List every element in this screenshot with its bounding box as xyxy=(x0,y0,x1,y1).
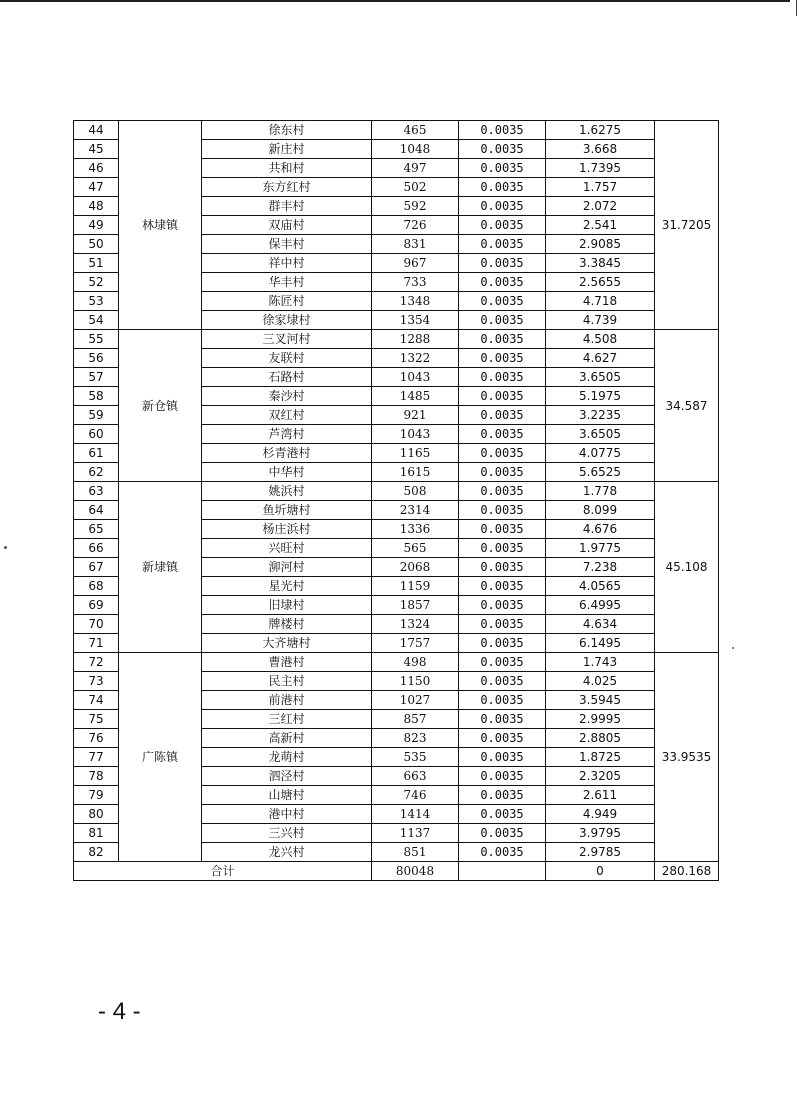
rate: 0.0035 xyxy=(459,121,546,140)
row-number: 68 xyxy=(74,577,119,596)
village-allocation-table xyxy=(73,120,719,881)
amount: 4.676 xyxy=(546,520,655,539)
amount: 5.1975 xyxy=(546,387,655,406)
rate: 0.0035 xyxy=(459,330,546,349)
amount: 2.9995 xyxy=(546,710,655,729)
row-number: 59 xyxy=(74,406,119,425)
village-name: 高新村 xyxy=(202,729,372,748)
rate: 0.0035 xyxy=(459,634,546,653)
village-name: 星光村 xyxy=(202,577,372,596)
rate: 0.0035 xyxy=(459,425,546,444)
population: 1336 xyxy=(372,520,459,539)
row-number: 58 xyxy=(74,387,119,406)
population: 1324 xyxy=(372,615,459,634)
row-number: 81 xyxy=(74,824,119,843)
population: 1027 xyxy=(372,691,459,710)
village-name: 三红村 xyxy=(202,710,372,729)
row-number: 46 xyxy=(74,159,119,178)
population: 857 xyxy=(372,710,459,729)
village-name: 港中村 xyxy=(202,805,372,824)
population: 1048 xyxy=(372,140,459,159)
amount: 1.9775 xyxy=(546,539,655,558)
amount: 4.634 xyxy=(546,615,655,634)
village-name: 群丰村 xyxy=(202,197,372,216)
population: 502 xyxy=(372,178,459,197)
table-row xyxy=(74,482,719,501)
grand-total: 280.168 xyxy=(655,862,719,881)
population: 1485 xyxy=(372,387,459,406)
population: 726 xyxy=(372,216,459,235)
village-name: 友联村 xyxy=(202,349,372,368)
village-name: 徐家埭村 xyxy=(202,311,372,330)
population: 1150 xyxy=(372,672,459,691)
population: 565 xyxy=(372,539,459,558)
total-rate-empty xyxy=(459,862,546,881)
amount: 3.2235 xyxy=(546,406,655,425)
village-name: 新庄村 xyxy=(202,140,372,159)
amount: 2.9085 xyxy=(546,235,655,254)
row-number: 48 xyxy=(74,197,119,216)
population: 831 xyxy=(372,235,459,254)
village-name: 双红村 xyxy=(202,406,372,425)
amount: 4.949 xyxy=(546,805,655,824)
town-name: 广陈镇 xyxy=(119,653,202,862)
amount: 1.8725 xyxy=(546,748,655,767)
rate: 0.0035 xyxy=(459,710,546,729)
row-number: 47 xyxy=(74,178,119,197)
scan-speck xyxy=(4,546,7,549)
village-name: 陈匠村 xyxy=(202,292,372,311)
amount: 4.0565 xyxy=(546,577,655,596)
row-number: 45 xyxy=(74,140,119,159)
population: 1137 xyxy=(372,824,459,843)
village-name: 中华村 xyxy=(202,463,372,482)
row-number: 72 xyxy=(74,653,119,672)
right-edge-mark xyxy=(796,0,797,16)
amount: 6.1495 xyxy=(546,634,655,653)
row-number: 70 xyxy=(74,615,119,634)
village-name: 芦湾村 xyxy=(202,425,372,444)
village-name: 大齐塘村 xyxy=(202,634,372,653)
rate: 0.0035 xyxy=(459,406,546,425)
row-number: 53 xyxy=(74,292,119,311)
rate: 0.0035 xyxy=(459,615,546,634)
amount: 2.8805 xyxy=(546,729,655,748)
amount: 2.541 xyxy=(546,216,655,235)
rate: 0.0035 xyxy=(459,653,546,672)
row-number: 52 xyxy=(74,273,119,292)
village-name: 山塘村 xyxy=(202,786,372,805)
amount: 1.6275 xyxy=(546,121,655,140)
village-name: 曹港村 xyxy=(202,653,372,672)
row-number: 82 xyxy=(74,843,119,862)
row-number: 75 xyxy=(74,710,119,729)
rate: 0.0035 xyxy=(459,140,546,159)
population: 508 xyxy=(372,482,459,501)
amount: 2.3205 xyxy=(546,767,655,786)
population: 967 xyxy=(372,254,459,273)
amount: 3.6505 xyxy=(546,425,655,444)
village-name: 旧埭村 xyxy=(202,596,372,615)
row-number: 65 xyxy=(74,520,119,539)
population: 497 xyxy=(372,159,459,178)
rate: 0.0035 xyxy=(459,463,546,482)
rate: 0.0035 xyxy=(459,748,546,767)
row-number: 77 xyxy=(74,748,119,767)
population: 535 xyxy=(372,748,459,767)
town-subtotal: 45.108 xyxy=(655,482,719,653)
amount: 4.739 xyxy=(546,311,655,330)
row-number: 64 xyxy=(74,501,119,520)
amount: 4.718 xyxy=(546,292,655,311)
rate: 0.0035 xyxy=(459,387,546,406)
top-border-line xyxy=(0,0,790,2)
rate: 0.0035 xyxy=(459,254,546,273)
town-subtotal: 31.7205 xyxy=(655,121,719,330)
population: 2068 xyxy=(372,558,459,577)
population: 1354 xyxy=(372,311,459,330)
table-row xyxy=(74,653,719,672)
amount: 1.778 xyxy=(546,482,655,501)
village-name: 徐东村 xyxy=(202,121,372,140)
amount: 3.5945 xyxy=(546,691,655,710)
village-name: 兴旺村 xyxy=(202,539,372,558)
village-name: 牌楼村 xyxy=(202,615,372,634)
population: 1043 xyxy=(372,425,459,444)
village-name: 三兴村 xyxy=(202,824,372,843)
row-number: 63 xyxy=(74,482,119,501)
village-name: 龙兴村 xyxy=(202,843,372,862)
rate: 0.0035 xyxy=(459,577,546,596)
town-name: 新埭镇 xyxy=(119,482,202,653)
population: 663 xyxy=(372,767,459,786)
village-name: 秦沙村 xyxy=(202,387,372,406)
village-name: 杨庄浜村 xyxy=(202,520,372,539)
village-name: 前港村 xyxy=(202,691,372,710)
amount: 4.627 xyxy=(546,349,655,368)
town-subtotal: 34.587 xyxy=(655,330,719,482)
village-name: 龙萌村 xyxy=(202,748,372,767)
rate: 0.0035 xyxy=(459,292,546,311)
amount: 5.6525 xyxy=(546,463,655,482)
population: 921 xyxy=(372,406,459,425)
rate: 0.0035 xyxy=(459,805,546,824)
population: 1322 xyxy=(372,349,459,368)
table-row xyxy=(74,121,719,140)
village-name: 民主村 xyxy=(202,672,372,691)
rate: 0.0035 xyxy=(459,482,546,501)
village-name: 华丰村 xyxy=(202,273,372,292)
amount: 7.238 xyxy=(546,558,655,577)
total-label: 合计 xyxy=(74,862,372,881)
population: 1288 xyxy=(372,330,459,349)
row-number: 57 xyxy=(74,368,119,387)
rate: 0.0035 xyxy=(459,501,546,520)
row-number: 66 xyxy=(74,539,119,558)
rate: 0.0035 xyxy=(459,539,546,558)
village-name: 石路村 xyxy=(202,368,372,387)
population: 1165 xyxy=(372,444,459,463)
population: 746 xyxy=(372,786,459,805)
rate: 0.0035 xyxy=(459,767,546,786)
row-number: 56 xyxy=(74,349,119,368)
row-number: 51 xyxy=(74,254,119,273)
village-name: 保丰村 xyxy=(202,235,372,254)
row-number: 50 xyxy=(74,235,119,254)
village-name: 东方红村 xyxy=(202,178,372,197)
population: 592 xyxy=(372,197,459,216)
row-number: 79 xyxy=(74,786,119,805)
total-amount: 0 xyxy=(546,862,655,881)
village-name: 三叉河村 xyxy=(202,330,372,349)
row-number: 60 xyxy=(74,425,119,444)
row-number: 44 xyxy=(74,121,119,140)
rate: 0.0035 xyxy=(459,729,546,748)
amount: 6.4995 xyxy=(546,596,655,615)
village-name: 双庙村 xyxy=(202,216,372,235)
amount: 3.3845 xyxy=(546,254,655,273)
population: 1615 xyxy=(372,463,459,482)
population: 733 xyxy=(372,273,459,292)
town-name: 林埭镇 xyxy=(119,121,202,330)
row-number: 54 xyxy=(74,311,119,330)
population: 1043 xyxy=(372,368,459,387)
rate: 0.0035 xyxy=(459,520,546,539)
population: 1414 xyxy=(372,805,459,824)
town-subtotal: 33.9535 xyxy=(655,653,719,862)
population: 1159 xyxy=(372,577,459,596)
rate: 0.0035 xyxy=(459,786,546,805)
rate: 0.0035 xyxy=(459,178,546,197)
row-number: 78 xyxy=(74,767,119,786)
page-number: - 4 - xyxy=(98,998,141,1025)
population: 498 xyxy=(372,653,459,672)
village-name: 共和村 xyxy=(202,159,372,178)
village-name: 姚浜村 xyxy=(202,482,372,501)
amount: 1.743 xyxy=(546,653,655,672)
rate: 0.0035 xyxy=(459,843,546,862)
row-number: 67 xyxy=(74,558,119,577)
rate: 0.0035 xyxy=(459,311,546,330)
row-number: 69 xyxy=(74,596,119,615)
scan-speck xyxy=(732,647,734,649)
amount: 1.7395 xyxy=(546,159,655,178)
population: 851 xyxy=(372,843,459,862)
amount: 3.668 xyxy=(546,140,655,159)
table-row xyxy=(74,330,719,349)
population: 2314 xyxy=(372,501,459,520)
population: 1348 xyxy=(372,292,459,311)
town-name: 新仓镇 xyxy=(119,330,202,482)
total-row xyxy=(74,862,719,881)
population: 465 xyxy=(372,121,459,140)
amount: 4.0775 xyxy=(546,444,655,463)
population: 823 xyxy=(372,729,459,748)
amount: 4.025 xyxy=(546,672,655,691)
rate: 0.0035 xyxy=(459,596,546,615)
row-number: 62 xyxy=(74,463,119,482)
rate: 0.0035 xyxy=(459,691,546,710)
amount: 3.9795 xyxy=(546,824,655,843)
amount: 2.072 xyxy=(546,197,655,216)
row-number: 61 xyxy=(74,444,119,463)
rate: 0.0035 xyxy=(459,824,546,843)
rate: 0.0035 xyxy=(459,558,546,577)
amount: 4.508 xyxy=(546,330,655,349)
amount: 3.6505 xyxy=(546,368,655,387)
rate: 0.0035 xyxy=(459,349,546,368)
population: 1757 xyxy=(372,634,459,653)
row-number: 71 xyxy=(74,634,119,653)
amount: 2.5655 xyxy=(546,273,655,292)
village-name: 泗泾村 xyxy=(202,767,372,786)
total-population: 80048 xyxy=(372,862,459,881)
village-name: 泖河村 xyxy=(202,558,372,577)
rate: 0.0035 xyxy=(459,159,546,178)
rate: 0.0035 xyxy=(459,235,546,254)
village-name: 祥中村 xyxy=(202,254,372,273)
row-number: 49 xyxy=(74,216,119,235)
population: 1857 xyxy=(372,596,459,615)
rate: 0.0035 xyxy=(459,197,546,216)
village-name: 鱼圻塘村 xyxy=(202,501,372,520)
table-body xyxy=(74,121,719,881)
row-number: 76 xyxy=(74,729,119,748)
amount: 2.9785 xyxy=(546,843,655,862)
amount: 8.099 xyxy=(546,501,655,520)
rate: 0.0035 xyxy=(459,672,546,691)
row-number: 73 xyxy=(74,672,119,691)
rate: 0.0035 xyxy=(459,444,546,463)
amount: 1.757 xyxy=(546,178,655,197)
amount: 2.611 xyxy=(546,786,655,805)
row-number: 55 xyxy=(74,330,119,349)
row-number: 74 xyxy=(74,691,119,710)
rate: 0.0035 xyxy=(459,368,546,387)
rate: 0.0035 xyxy=(459,216,546,235)
village-name: 杉青港村 xyxy=(202,444,372,463)
row-number: 80 xyxy=(74,805,119,824)
rate: 0.0035 xyxy=(459,273,546,292)
